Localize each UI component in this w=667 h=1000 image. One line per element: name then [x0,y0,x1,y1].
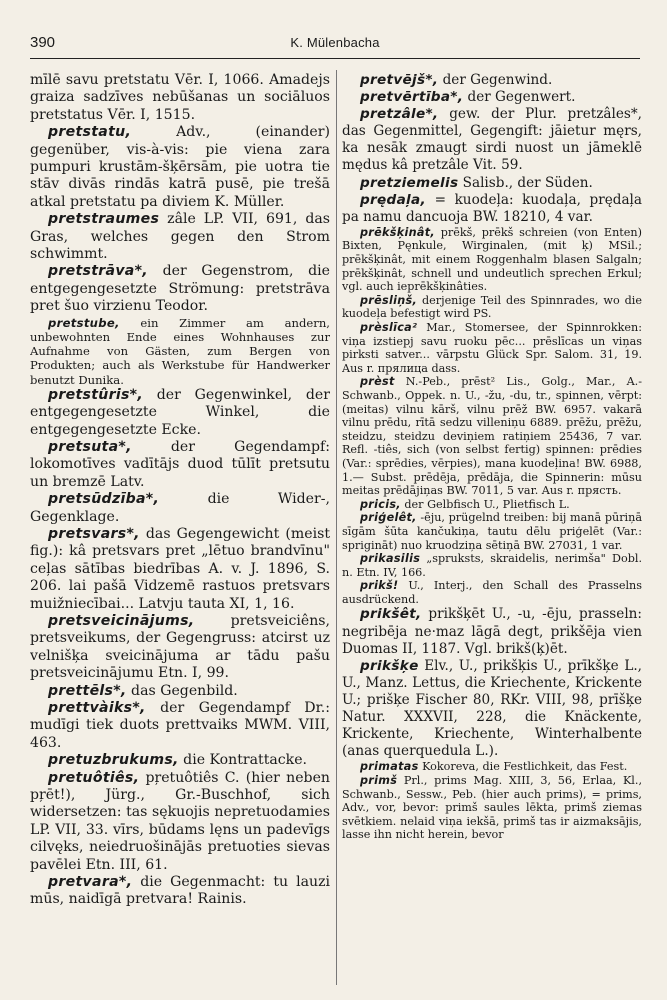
entry-definition: Elv., U., prikšķis U., prīkšķe L., U., Manz. Lettus, die Kriechente, Krickente U.; prišķe Fischer 80, RKr. VIII, 98, prīšķe Natur. XXXVII, 228, die Knäckente, Krickente, Kriechente, Winterhalbente (anas querquedula L.). [342,657,642,760]
dictionary-entry [342,89,642,106]
entry-headword: pretvējš*, [360,72,439,88]
dictionary-entry [30,491,330,526]
dictionary-entry [342,192,642,226]
dictionary-entry [342,375,642,497]
entry-headword: pretuôtiês, [48,769,140,786]
page-number: 390 [30,34,56,51]
dictionary-entry [30,211,330,263]
entry-definition: der Gegendampf Dr.: mudīgi tiek duots prettvaiks MWM. VIII, 463. [30,700,330,751]
column-divider [336,70,337,985]
dictionary-entry [30,387,330,439]
dictionary-entry [30,263,330,315]
dictionary-entry [342,321,642,375]
entry-definition: der Gegenwind. [438,72,553,88]
dictionary-entry [342,226,642,294]
entry-headword: pretstraumes [48,211,160,228]
entry-definition: die Wider-, Gegenklage. [30,491,330,525]
entry-definition: Prl., prims Mag. XIII, 3, 56, Erlaa, Kl., Schwanb., Sessw., Peb. (hier auch prims), = prims, Adv., vor, bevor: primš saules lēkta, primš ziemas svētkiem. nelaid viņa iekšā, primš tas ir aizmaksājis, lasse ihn nicht herein, bevor [342,773,642,842]
dictionary-entry [30,439,330,491]
entry-headword: prettvàiks*, [48,700,146,717]
entry-headword: pretziemelis [360,174,459,191]
dictionary-entry [30,316,330,387]
entry-headword: prędaļa, [360,191,426,208]
entry-definition: gew. der Plur. pretzâles*, das Gegenmittel, Gegengift: jāietur męrs, ka nesāk zmaugt sirdi nuost un jāmeklē mędus kâ pretzâle Vit. 59. [342,106,642,174]
entry-definition: die Gegenmacht: tu lauzi mūs, naidīgā pretvara! Rainis. [30,874,330,908]
entry-headword: pretsveicinājums, [48,612,195,629]
dictionary-entry [342,658,642,761]
entry-headword: prikasilis [360,552,421,566]
entry-headword: pretstrāva*, [48,263,148,280]
entry-definition: der Gegendampf: lokomotīves vadītājs duod tūlīt pretsutu un bremzē Latv. [30,438,330,490]
entry-definition: der Gegenwinkel, der entgegengesetzte Winkel, die entgegengesetzte Ecke. [30,386,330,438]
entry-headword: prikšķe [360,657,419,674]
dictionary-entry [30,613,330,683]
dictionary-entry [342,774,642,842]
entry-headword: pretsūdzība*, [48,491,160,508]
entry-definition: pretsveiciêns, pretsveikums, der Gegengruss: atcirst uz velnišķa sveicinājuma ar tādu pašu pretsveicinājumu Etn. I, 99. [30,612,330,682]
entry-definition: Adv., (einander) gegenüber, vis-à-vis: pie viena zara pumpuri krustām-šķērsām, pie uotra tie stāv divās rindās katrā pusē, pie trešā atkal pretstatu pa diviem K. Müller. [30,124,330,210]
entry-definition: derjenige Teil des Spinnrades, wo die kuodeļa befestigt wird PS. [342,293,642,321]
entry-headword: primatas [360,760,419,774]
dictionary-entry [30,683,330,700]
entry-headword: pretstatu, [48,124,132,141]
entry-definition: der Gegenwert. [463,89,576,106]
dictionary-entry [30,752,330,769]
entry-headword: pretsvars*, [48,525,140,542]
entry-definition: prikšķēt U., -u, -ēju, prasseln: negribēja ne·maz lāgā degt, prikšēja vien Duomas II, 1187. Vgl. brikš(ķ)ēt. [342,606,642,657]
dictionary-entry [342,579,642,606]
dictionary-entry [30,526,330,613]
dictionary-entry [30,700,330,752]
entry-definition: prēkš, prēkš schreien (von Enten) Bixten, Pęnkule, Wirginalen, (mit ķ) MSil.; prēkšķinât, mit einem Roggenhalm blasen Salgaln; prēkšķinât, schnell und undeutlich sprechen Erkul; vgl. auch ieprēkšķinâties. [342,225,642,294]
left-column [30,72,330,990]
entry-headword: prēkšķinât, [360,225,435,239]
dictionary-entry [342,498,642,512]
entry-definition: die Kontrattacke. [178,752,308,769]
entry-headword: pricis, [360,497,401,511]
entry-definition: der Gegenstrom, die entgegengesetzte Strömung: pretstrāva pret šuo virzienu Teodor. [30,263,330,315]
dictionary-entry [30,770,330,874]
dictionary-entry [342,294,642,321]
entry-definition: mīlē savu pretstatu Vēr. I, 1066. Amadejs graiza sadzīves nebūšanas un sociāluos pretstatus Vēr. I, 1515. [30,72,330,123]
entry-headword: pretuzbrukums, [48,752,179,769]
dictionary-entry [342,511,642,552]
entry-definition: -ēju, prügelnd treiben: bij manā pūriņā sīgām šūta kančukiņa, tautu dēlu priģelēt (Var.: sprigināt) nuo kruodziņa sētiņā BW. 27031, 1 var. [342,511,642,552]
entry-headword: pretsuta*, [48,438,132,455]
entry-headword: primš [360,773,398,787]
dictionary-entry [342,760,642,774]
entry-definition: das Gegengewicht (meist fig.): kâ pretsvars pret „lētuo brandvīnu" ceļas sātības biedrības A. v. J. 1896, S. 206. lai pašā Vidzemē rastuos pretsvars muižniecībai... Latvju tauta XI, 1, 16. [30,525,330,612]
entry-definition: Salisb., der Süden. [458,174,593,191]
entry-headword: prikšêt, [360,606,422,623]
entry-definition: pŗetuôtiês C. (hier neben pŗēt!), Jürg., Gr.-Buschhof, sich widersetzen: tas sękuojis nepretuodamies LP. VII, 33. vīrs, būdams lęns un padevīgs cilvęks, neiedruošinājās pretuoties sievas pavēlei Etn. III, 61. [30,769,330,873]
entry-headword: prikš! [360,579,399,593]
dictionary-entry [342,606,642,657]
entry-headword: prèst [360,375,395,389]
entry-headword: prēsliņš, [360,293,418,307]
entry-definition: das Gegenbild. [126,682,238,699]
entry-headword: pretzâle*, [360,106,439,123]
dictionary-entry [342,106,642,174]
entry-definition: Mar., Stomersee, der Spinnrokken: viņa izstiepj savu ruoku pēc... prēslīcas un viņas pirksti satver... vārpstu Glück Spr. Salom. 31, 19. Aus r. прялица dass. [342,321,642,375]
entry-definition: = kuodeļa: kuodaļa, prędaļa pa namu dancuoja BW. 18210, 4 var. [342,191,642,225]
entry-headword: prèslīca² [360,321,418,334]
entry-definition: der Gelbfisch U., Plietfisch L. [400,497,570,511]
entry-headword: pretstube, [48,315,120,330]
entry-definition: ein Zimmer am andern, unbewohnten Ende eines Wohnhauses zur Aufnahme von Gästen, zum Bergen von Produkten; auch als Werkstube für Handwerker benutzt Dunika. [30,315,330,387]
entry-headword: pretvara*, [48,874,133,891]
entry-definition: zâle LP. VII, 691, das Gras, welches gegen den Strom schwimmt. [30,211,330,263]
dictionary-entry [30,874,330,909]
page-header [30,32,640,59]
entry-headword: prettēls*, [48,682,127,699]
entry-headword: priģelêt, [360,511,417,525]
entry-headword: pretstûris*, [48,386,143,403]
entry-definition: N.-Peb., prēst² Lis., Golg., Mar., A.-Schwanb., Oppek. n. U., -žu, -du, tr., spinnen, vērpt: (meitas) vilnu kārš, vilnu prēž BW. 6957. vakarā vilnu prēdu, rītā sedzu villeniņu 6889. prēžu, prēžu, steidzu, steidzu deviņiem ratiņiem 25436, 7 var. Refl. -tiês, sich (von selbst fertig) spinnen: prēdies (Var.: sprēdies, vērpies), mana kuodeļina! BW. 6988, 1.— Subst. prēdēja, prēdāja, die Spinnerin: mūsu meitas prēdājiņas BW. 7011, 5 var. Aus r. прясть. [342,375,642,498]
dictionary-entry [342,552,642,579]
entry-definition: U., Interj., den Schall des Prasselns ausdrückend. [342,579,642,606]
running-head-title: K. Mülenbacha [290,35,380,50]
entry-definition: Kokoreva, die Festlichkeit, das Fest. [418,760,628,774]
entry-headword: pretvērtība*, [360,89,464,106]
dictionary-entry [30,72,330,124]
dictionary-entry [342,72,642,89]
dictionary-entry [30,124,330,211]
entry-definition: „spruksts, skraidelis, nerimša" Dobl. n. Etn. IV, 166. [342,552,642,579]
dictionary-entry [342,175,642,192]
right-column [342,72,642,990]
